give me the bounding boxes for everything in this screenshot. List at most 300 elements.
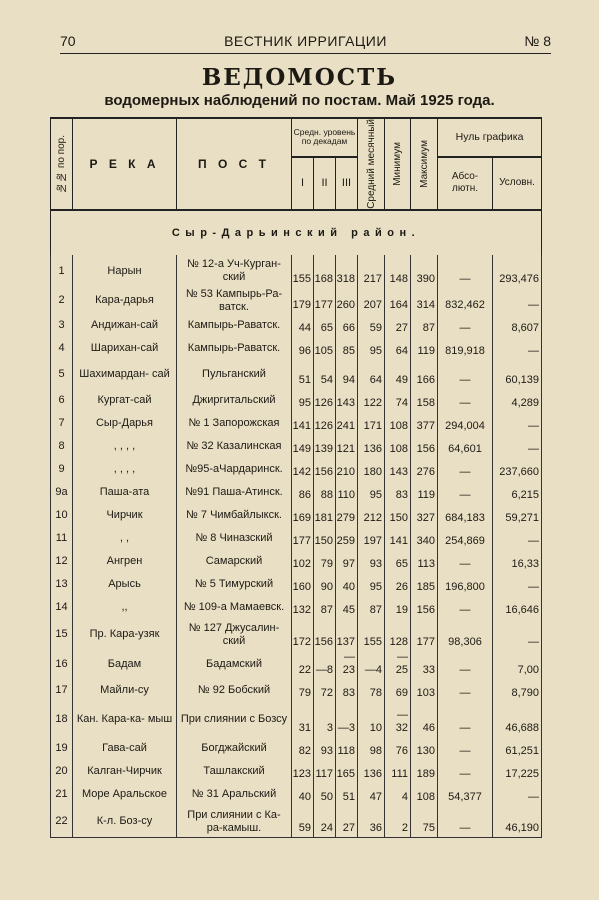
- zero-conditional-cell: 59,271: [493, 504, 542, 527]
- decade-3-cell: 121: [336, 435, 358, 458]
- river-name-cell: Ангрен: [73, 550, 177, 573]
- decade-1-cell: 123: [292, 760, 314, 783]
- document-title: ВЕДОМОСТЬ: [201, 64, 398, 91]
- running-header: [60, 30, 551, 52]
- minimum-cell: 69: [385, 679, 411, 702]
- zero-conditional-cell: —: [493, 573, 542, 596]
- table-row: [51, 504, 542, 527]
- zero-conditional-cell: 8,607: [493, 314, 542, 337]
- decade-1-cell: 40: [292, 783, 314, 806]
- col-max-header: Максимум: [411, 118, 438, 210]
- monthly-mean-cell: 87: [358, 596, 385, 619]
- region-row: [51, 210, 542, 255]
- decade-3-cell: 27: [336, 806, 358, 838]
- minimum-cell: 83: [385, 481, 411, 504]
- post-name-cell: №95-аЧардаринск.: [177, 458, 292, 481]
- maximum-cell: 189: [411, 760, 438, 783]
- zero-absolute-cell: —: [438, 679, 493, 702]
- decade-1-cell: 31: [292, 702, 314, 737]
- post-name-cell: №91 Паша-Атинск.: [177, 481, 292, 504]
- maximum-cell: 340: [411, 527, 438, 550]
- maximum-cell: 113: [411, 550, 438, 573]
- decade-2-cell: 54: [314, 360, 336, 389]
- decade-3-cell: 118: [336, 737, 358, 760]
- decade-1-cell: 149: [292, 435, 314, 458]
- monthly-mean-cell: 93: [358, 550, 385, 573]
- monthly-mean-cell: 207: [358, 288, 385, 314]
- row-number-cell: 17: [51, 679, 73, 702]
- minimum-cell: 128: [385, 619, 411, 651]
- minimum-cell: 65: [385, 550, 411, 573]
- maximum-cell: 377: [411, 412, 438, 435]
- decade-2-cell: 177: [314, 288, 336, 314]
- river-name-cell: Шарихан-сай: [73, 337, 177, 360]
- maximum-cell: 158: [411, 389, 438, 412]
- row-number-cell: 6: [51, 389, 73, 412]
- post-name-cell: Самарский: [177, 550, 292, 573]
- zero-absolute-cell: 684,183: [438, 504, 493, 527]
- col-min-header: Минимум: [385, 118, 411, 210]
- decade-3-cell: 45: [336, 596, 358, 619]
- river-name-cell: Сыр-Дарья: [73, 412, 177, 435]
- row-number-cell: 4: [51, 337, 73, 360]
- minimum-cell: 74: [385, 389, 411, 412]
- row-number-cell: 5: [51, 360, 73, 389]
- river-name-cell: Кан. Кара-ка- мыш: [73, 702, 177, 737]
- decade-1-cell: 132: [292, 596, 314, 619]
- table-row: [51, 337, 542, 360]
- monthly-mean-cell: 122: [358, 389, 385, 412]
- monthly-mean-cell: 212: [358, 504, 385, 527]
- zero-conditional-cell: 4,289: [493, 389, 542, 412]
- maximum-cell: 327: [411, 504, 438, 527]
- table-row: [51, 550, 542, 573]
- monthly-mean-cell: 197: [358, 527, 385, 550]
- monthly-mean-cell: 64: [358, 360, 385, 389]
- post-name-cell: Бадамский: [177, 651, 292, 679]
- minimum-cell: —25: [385, 651, 411, 679]
- table-row: [51, 481, 542, 504]
- decade-3-cell: 83: [336, 679, 358, 702]
- table-row: [51, 737, 542, 760]
- decade-1-cell: 179: [292, 288, 314, 314]
- maximum-cell: 390: [411, 255, 438, 288]
- monthly-mean-cell: 155: [358, 619, 385, 651]
- maximum-cell: 156: [411, 596, 438, 619]
- maximum-cell: 119: [411, 337, 438, 360]
- minimum-cell: 148: [385, 255, 411, 288]
- maximum-cell: 103: [411, 679, 438, 702]
- river-name-cell: Калган-Чирчик: [73, 760, 177, 783]
- table-row: [51, 435, 542, 458]
- document-subtitle: водомерных наблюдений по постам. Май 1925 года.: [104, 92, 495, 109]
- zero-absolute-cell: —: [438, 360, 493, 389]
- decade-3-cell: 85: [336, 337, 358, 360]
- zero-conditional-cell: —: [493, 783, 542, 806]
- zero-conditional-cell: 8,790: [493, 679, 542, 702]
- river-name-cell: Шахимардан- сай: [73, 360, 177, 389]
- river-name-cell: , , , ,: [73, 435, 177, 458]
- post-name-cell: № 31 Аральский: [177, 783, 292, 806]
- table-row: [51, 255, 542, 288]
- zero-absolute-cell: 54,377: [438, 783, 493, 806]
- decade-2-cell: 90: [314, 573, 336, 596]
- decade-2-cell: 3: [314, 702, 336, 737]
- maximum-cell: 314: [411, 288, 438, 314]
- zero-absolute-cell: —: [438, 458, 493, 481]
- table-row: [51, 389, 542, 412]
- post-name-cell: Пульганский: [177, 360, 292, 389]
- zero-absolute-cell: 196,800: [438, 573, 493, 596]
- decade-2-cell: 168: [314, 255, 336, 288]
- table-row: [51, 527, 542, 550]
- row-number-cell: 16: [51, 651, 73, 679]
- zero-absolute-cell: —: [438, 806, 493, 838]
- issue-number: № 8: [524, 33, 551, 49]
- minimum-cell: 49: [385, 360, 411, 389]
- row-number-cell: 9: [51, 458, 73, 481]
- zero-conditional-cell: 237,660: [493, 458, 542, 481]
- decade-2-cell: 72: [314, 679, 336, 702]
- row-number-cell: 18: [51, 702, 73, 737]
- table-row: [51, 651, 542, 679]
- row-number-cell: 3: [51, 314, 73, 337]
- zero-absolute-cell: 832,462: [438, 288, 493, 314]
- monthly-mean-cell: 95: [358, 573, 385, 596]
- decade-2-cell: —8: [314, 651, 336, 679]
- river-name-cell: Андижан-сай: [73, 314, 177, 337]
- table-row: [51, 760, 542, 783]
- minimum-cell: 26: [385, 573, 411, 596]
- decade-2-cell: 93: [314, 737, 336, 760]
- decade-1-cell: 160: [292, 573, 314, 596]
- decade-1-cell: 96: [292, 337, 314, 360]
- decade-1-cell: 102: [292, 550, 314, 573]
- zero-absolute-cell: —: [438, 481, 493, 504]
- zero-absolute-cell: —: [438, 255, 493, 288]
- table-row: [51, 314, 542, 337]
- table-row: [51, 573, 542, 596]
- monthly-mean-cell: —4: [358, 651, 385, 679]
- minimum-cell: 76: [385, 737, 411, 760]
- post-name-cell: № 7 Чимбайлыкск.: [177, 504, 292, 527]
- decade-2-cell: 181: [314, 504, 336, 527]
- row-number-cell: 14: [51, 596, 73, 619]
- decade-3-cell: 137: [336, 619, 358, 651]
- decade-1-cell: 22: [292, 651, 314, 679]
- zero-absolute-cell: —: [438, 760, 493, 783]
- decade-3-cell: 241: [336, 412, 358, 435]
- minimum-cell: 64: [385, 337, 411, 360]
- maximum-cell: 130: [411, 737, 438, 760]
- table-row: [51, 806, 542, 838]
- zero-absolute-cell: 98,306: [438, 619, 493, 651]
- minimum-cell: 111: [385, 760, 411, 783]
- maximum-cell: 166: [411, 360, 438, 389]
- zero-absolute-cell: —: [438, 389, 493, 412]
- maximum-cell: 108: [411, 783, 438, 806]
- river-name-cell: Паша-ата: [73, 481, 177, 504]
- row-number-cell: 12: [51, 550, 73, 573]
- table-row: [51, 679, 542, 702]
- row-number-cell: 9a: [51, 481, 73, 504]
- row-number-cell: 8: [51, 435, 73, 458]
- decade-2-cell: 65: [314, 314, 336, 337]
- zero-absolute-cell: —: [438, 702, 493, 737]
- maximum-cell: 119: [411, 481, 438, 504]
- col-zero-header: Нуль графика: [438, 118, 542, 157]
- maximum-cell: 177: [411, 619, 438, 651]
- monthly-mean-cell: 98: [358, 737, 385, 760]
- row-number-cell: 15: [51, 619, 73, 651]
- row-number-cell: 2: [51, 288, 73, 314]
- decade-2-cell: 87: [314, 596, 336, 619]
- header-rule: [60, 53, 551, 54]
- post-name-cell: № 32 Казалинская: [177, 435, 292, 458]
- river-name-cell: К-л. Боз-су: [73, 806, 177, 838]
- decade-1-cell: 44: [292, 314, 314, 337]
- river-name-cell: Майли-су: [73, 679, 177, 702]
- monthly-mean-cell: 59: [358, 314, 385, 337]
- decade-3-cell: 165: [336, 760, 358, 783]
- post-name-cell: При слиянии с Ка- ра-камыш.: [177, 806, 292, 838]
- decade-2-cell: 139: [314, 435, 336, 458]
- river-name-cell: Чирчик: [73, 504, 177, 527]
- region-title: Сыр-Дарьинский район.: [51, 210, 542, 255]
- journal-title: ВЕСТНИК ИРРИГАЦИИ: [224, 33, 387, 49]
- monthly-mean-cell: 136: [358, 760, 385, 783]
- col-post-header: П О С Т: [177, 118, 292, 210]
- minimum-cell: 164: [385, 288, 411, 314]
- zero-conditional-cell: —: [493, 435, 542, 458]
- zero-conditional-cell: —: [493, 619, 542, 651]
- minimum-cell: 143: [385, 458, 411, 481]
- decade-2-cell: 79: [314, 550, 336, 573]
- decade-1-cell: 51: [292, 360, 314, 389]
- zero-conditional-cell: 46,190: [493, 806, 542, 838]
- minimum-cell: 108: [385, 435, 411, 458]
- maximum-cell: 185: [411, 573, 438, 596]
- col-num-header: №№ по пор.: [51, 118, 73, 210]
- zero-conditional-cell: —: [493, 527, 542, 550]
- monthly-mean-cell: 136: [358, 435, 385, 458]
- decade-1-cell: 79: [292, 679, 314, 702]
- table-row: [51, 619, 542, 651]
- decade-3-cell: 94: [336, 360, 358, 389]
- post-name-cell: Богджайский: [177, 737, 292, 760]
- monthly-mean-cell: 47: [358, 783, 385, 806]
- zero-conditional-cell: 61,251: [493, 737, 542, 760]
- monthly-mean-cell: 10: [358, 702, 385, 737]
- row-number-cell: 1: [51, 255, 73, 288]
- decade-3-cell: 318: [336, 255, 358, 288]
- decade-1-cell: 82: [292, 737, 314, 760]
- col-d1-header: I: [292, 157, 314, 210]
- row-number-cell: 10: [51, 504, 73, 527]
- zero-absolute-cell: 64,601: [438, 435, 493, 458]
- decade-1-cell: 86: [292, 481, 314, 504]
- decade-1-cell: 142: [292, 458, 314, 481]
- minimum-cell: 141: [385, 527, 411, 550]
- row-number-cell: 11: [51, 527, 73, 550]
- zero-absolute-cell: —: [438, 596, 493, 619]
- minimum-cell: 19: [385, 596, 411, 619]
- decade-2-cell: 24: [314, 806, 336, 838]
- zero-absolute-cell: 254,869: [438, 527, 493, 550]
- decade-3-cell: —23: [336, 651, 358, 679]
- zero-conditional-cell: 16,33: [493, 550, 542, 573]
- river-name-cell: Кара-дарья: [73, 288, 177, 314]
- decade-3-cell: 40: [336, 573, 358, 596]
- maximum-cell: 33: [411, 651, 438, 679]
- zero-absolute-cell: —: [438, 314, 493, 337]
- river-name-cell: Кургат-сай: [73, 389, 177, 412]
- maximum-cell: 276: [411, 458, 438, 481]
- decade-2-cell: 156: [314, 619, 336, 651]
- minimum-cell: —32: [385, 702, 411, 737]
- post-name-cell: № 1 Запорожская: [177, 412, 292, 435]
- decade-3-cell: 210: [336, 458, 358, 481]
- post-name-cell: № 8 Чиназский: [177, 527, 292, 550]
- zero-conditional-cell: 293,476: [493, 255, 542, 288]
- decade-2-cell: 156: [314, 458, 336, 481]
- post-name-cell: Джиргитальский: [177, 389, 292, 412]
- zero-absolute-cell: 819,918: [438, 337, 493, 360]
- zero-conditional-cell: 16,646: [493, 596, 542, 619]
- decade-1-cell: 177: [292, 527, 314, 550]
- page-number: 70: [60, 33, 76, 49]
- zero-conditional-cell: —: [493, 412, 542, 435]
- zero-conditional-cell: 60,139: [493, 360, 542, 389]
- zero-absolute-cell: —: [438, 550, 493, 573]
- post-name-cell: № 5 Тимурский: [177, 573, 292, 596]
- decade-1-cell: 155: [292, 255, 314, 288]
- zero-absolute-cell: 294,004: [438, 412, 493, 435]
- monthly-mean-cell: 95: [358, 337, 385, 360]
- river-name-cell: Море Аральское: [73, 783, 177, 806]
- decade-3-cell: 260: [336, 288, 358, 314]
- monthly-mean-cell: 217: [358, 255, 385, 288]
- river-name-cell: Арысь: [73, 573, 177, 596]
- river-name-cell: , ,: [73, 527, 177, 550]
- zero-conditional-cell: —: [493, 337, 542, 360]
- decade-2-cell: 150: [314, 527, 336, 550]
- row-number-cell: 13: [51, 573, 73, 596]
- decade-3-cell: 279: [336, 504, 358, 527]
- row-number-cell: 19: [51, 737, 73, 760]
- monthly-mean-cell: 95: [358, 481, 385, 504]
- zero-absolute-cell: —: [438, 737, 493, 760]
- maximum-cell: 156: [411, 435, 438, 458]
- col-abs-header: Абсо- лютн.: [438, 157, 493, 210]
- minimum-cell: 27: [385, 314, 411, 337]
- col-monthly-header: Средний месячный: [358, 118, 385, 210]
- decade-2-cell: 126: [314, 412, 336, 435]
- river-name-cell: , , , ,: [73, 458, 177, 481]
- monthly-mean-cell: 78: [358, 679, 385, 702]
- maximum-cell: 75: [411, 806, 438, 838]
- decade-3-cell: 259: [336, 527, 358, 550]
- zero-conditional-cell: 46,688: [493, 702, 542, 737]
- monthly-mean-cell: 171: [358, 412, 385, 435]
- decade-1-cell: 95: [292, 389, 314, 412]
- minimum-cell: 150: [385, 504, 411, 527]
- decade-3-cell: 97: [336, 550, 358, 573]
- zero-conditional-cell: 17,225: [493, 760, 542, 783]
- post-name-cell: № 92 Бобский: [177, 679, 292, 702]
- row-number-cell: 20: [51, 760, 73, 783]
- maximum-cell: 87: [411, 314, 438, 337]
- post-name-cell: Ташлакский: [177, 760, 292, 783]
- decade-2-cell: 88: [314, 481, 336, 504]
- decade-3-cell: 143: [336, 389, 358, 412]
- post-name-cell: Кампырь-Раватск.: [177, 314, 292, 337]
- river-name-cell: Нарын: [73, 255, 177, 288]
- col-decade-header: Средн. уровень по декадам: [292, 118, 358, 157]
- post-name-cell: Кампырь-Раватск.: [177, 337, 292, 360]
- observation-table: [50, 117, 542, 838]
- decade-3-cell: —3: [336, 702, 358, 737]
- row-number-cell: 22: [51, 806, 73, 838]
- river-name-cell: Гава-сай: [73, 737, 177, 760]
- table-row: [51, 596, 542, 619]
- minimum-cell: 2: [385, 806, 411, 838]
- zero-absolute-cell: —: [438, 651, 493, 679]
- col-river-header: Р Е К А: [73, 118, 177, 210]
- table-row: [51, 288, 542, 314]
- zero-conditional-cell: —: [493, 288, 542, 314]
- table-row: [51, 360, 542, 389]
- decade-2-cell: 105: [314, 337, 336, 360]
- zero-conditional-cell: 7,00: [493, 651, 542, 679]
- river-name-cell: Пр. Кара-узяк: [73, 619, 177, 651]
- decade-3-cell: 66: [336, 314, 358, 337]
- row-number-cell: 7: [51, 412, 73, 435]
- col-d2-header: II: [314, 157, 336, 210]
- decade-1-cell: 172: [292, 619, 314, 651]
- decade-1-cell: 141: [292, 412, 314, 435]
- zero-conditional-cell: 6,215: [493, 481, 542, 504]
- post-name-cell: № 53 Кампырь-Ра- ватск.: [177, 288, 292, 314]
- monthly-mean-cell: 36: [358, 806, 385, 838]
- column-header-row: [51, 118, 542, 157]
- decade-1-cell: 169: [292, 504, 314, 527]
- decade-3-cell: 110: [336, 481, 358, 504]
- post-name-cell: № 127 Джусалин- ский: [177, 619, 292, 651]
- table-row: [51, 702, 542, 737]
- post-name-cell: № 12-а Уч-Курган- ский: [177, 255, 292, 288]
- table-row: [51, 458, 542, 481]
- decade-3-cell: 51: [336, 783, 358, 806]
- minimum-cell: 108: [385, 412, 411, 435]
- col-d3-header: III: [336, 157, 358, 210]
- post-name-cell: При слиянии с Бозсу: [177, 702, 292, 737]
- maximum-cell: 46: [411, 702, 438, 737]
- river-name-cell: Бадам: [73, 651, 177, 679]
- post-name-cell: № 109-а Мамаевск.: [177, 596, 292, 619]
- table-row: [51, 412, 542, 435]
- minimum-cell: 4: [385, 783, 411, 806]
- decade-2-cell: 50: [314, 783, 336, 806]
- monthly-mean-cell: 180: [358, 458, 385, 481]
- decade-2-cell: 126: [314, 389, 336, 412]
- decade-1-cell: 59: [292, 806, 314, 838]
- col-cond-header: Условн.: [493, 157, 542, 210]
- river-name-cell: ,,: [73, 596, 177, 619]
- row-number-cell: 21: [51, 783, 73, 806]
- table-row: [51, 783, 542, 806]
- decade-2-cell: 117: [314, 760, 336, 783]
